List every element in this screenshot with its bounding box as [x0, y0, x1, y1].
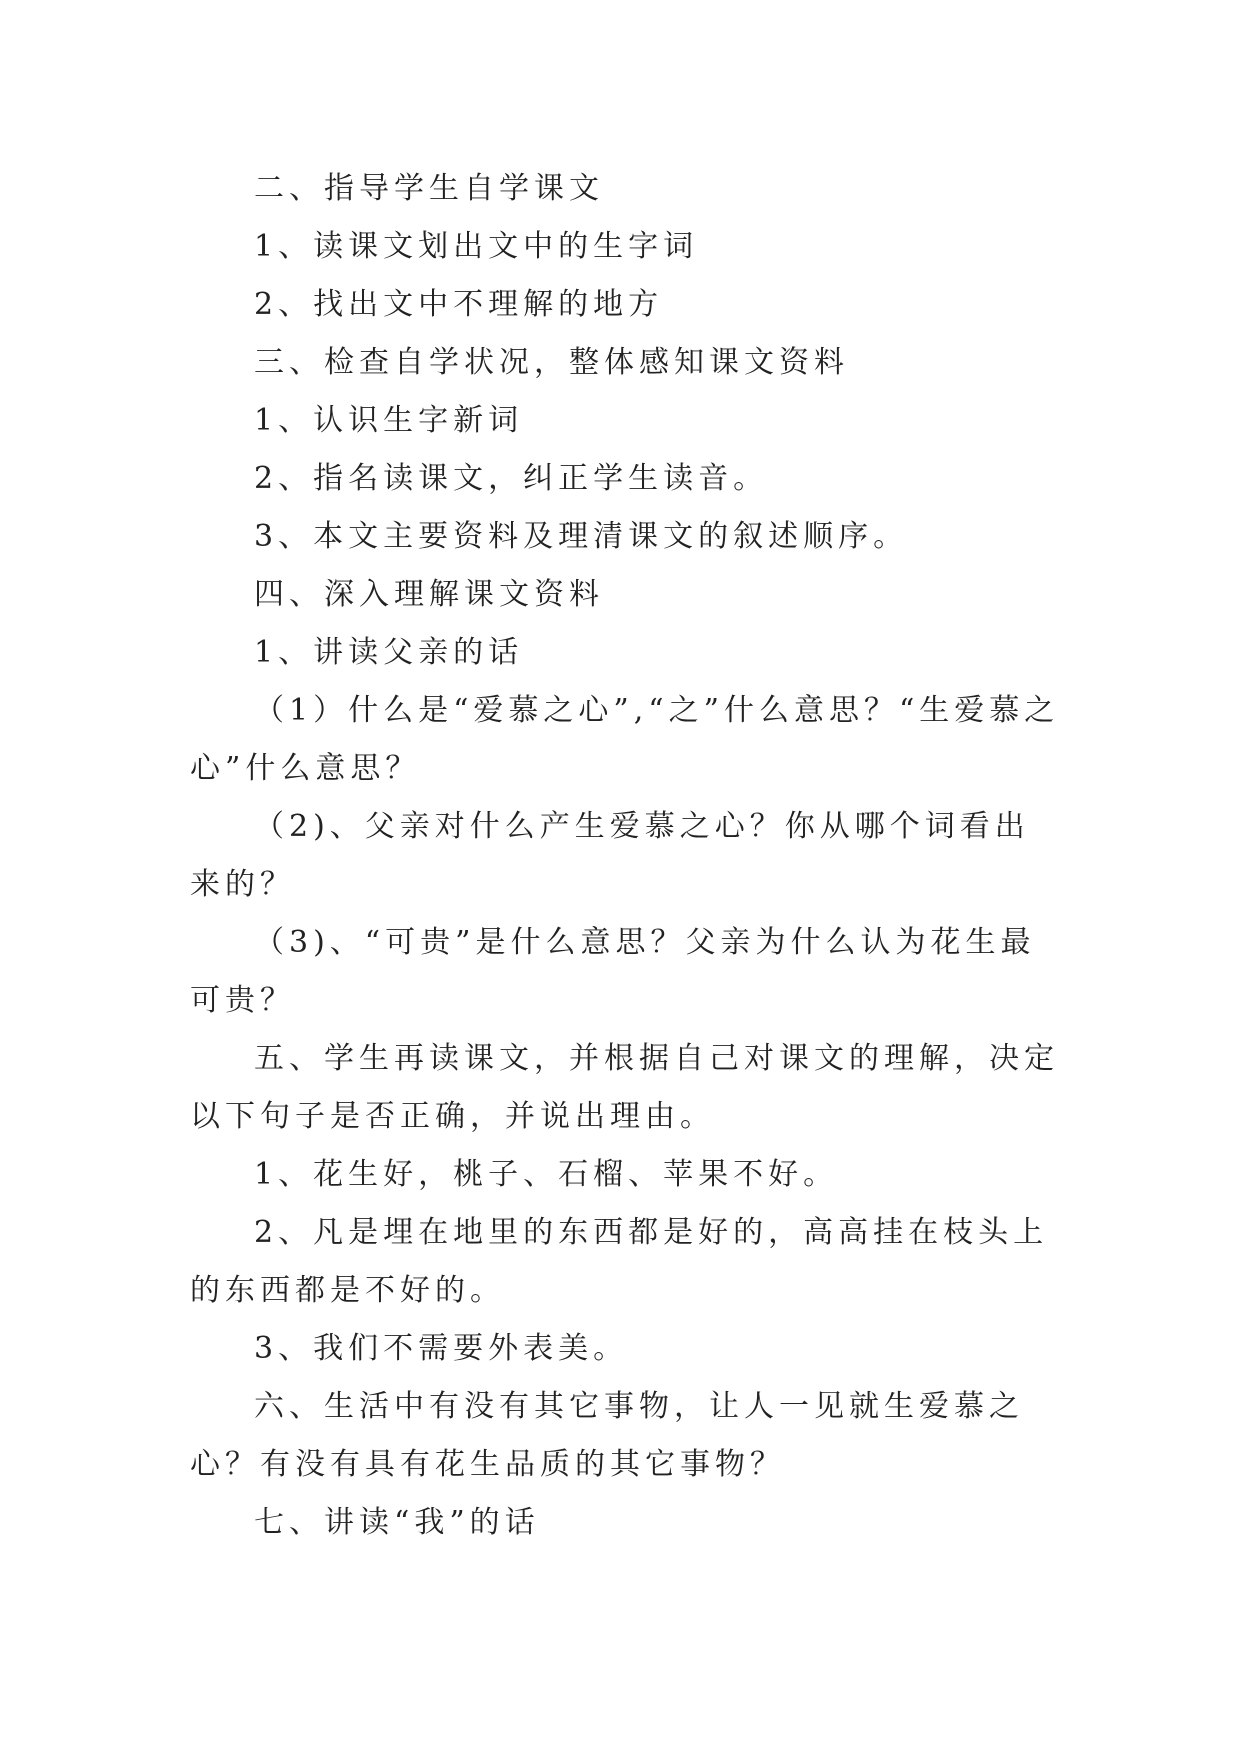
section-heading-3: 三、检查自学状况，整体感知课文资料: [254, 345, 849, 380]
sub-question: （3)、“可贵”是什么意思？父亲为什么认为花生最可贵？: [190, 925, 1036, 1018]
section-heading-7: 七、讲读“我”的话: [254, 1505, 540, 1540]
section-heading-6: 六、生活中有没有其它事物，让人一见就生爱慕之心？有没有具有花生品质的其它事物？: [190, 1389, 1024, 1482]
sub-question: （1）什么是“爱慕之心”,“之”什么意思？“生爱慕之心”什么意思？: [190, 693, 1060, 786]
list-item: 3、本文主要资料及理清课文的叙述顺序。: [254, 519, 909, 554]
list-item: 1、读课文划出文中的生字词: [254, 229, 699, 264]
list-item: 2、找出文中不理解的地方: [254, 287, 664, 322]
section-heading-4: 四、深入理解课文资料: [254, 577, 604, 612]
list-item: 2、凡是埋在地里的东西都是好的，高高挂在枝头上的东西都是不好的。: [190, 1215, 1049, 1308]
list-item: 1、认识生字新词: [254, 403, 524, 438]
sub-question: （2)、父亲对什么产生爱慕之心？你从哪个词看出来的？: [190, 809, 1030, 902]
list-item: 3、我们不需要外表美。: [254, 1331, 629, 1366]
list-item: 1、讲读父亲的话: [254, 635, 524, 670]
document-body: [190, 160, 1060, 1552]
list-item: 2、指名读课文，纠正学生读音。: [254, 461, 769, 496]
section-heading-2: 二、指导学生自学课文: [254, 171, 604, 206]
section-heading-5: 五、学生再读课文，并根据自己对课文的理解，决定以下句子是否正确，并说出理由。: [190, 1041, 1059, 1134]
list-item: 1、花生好，桃子、石榴、苹果不好。: [254, 1157, 839, 1192]
